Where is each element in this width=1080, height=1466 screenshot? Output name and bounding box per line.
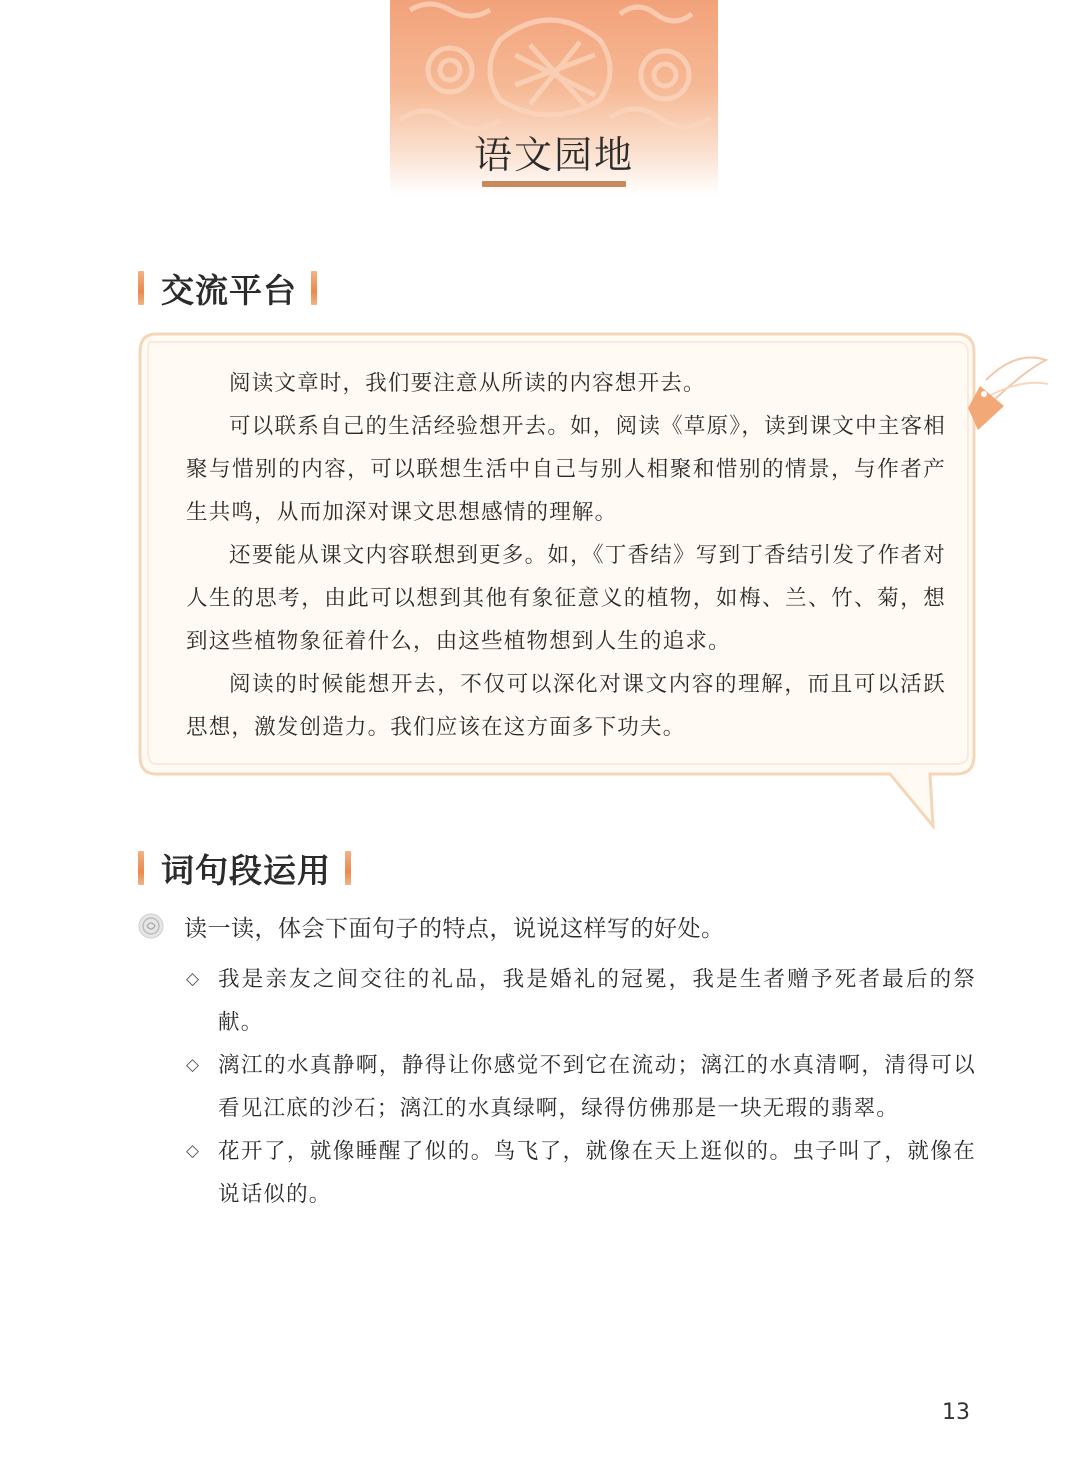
heading-bar-right <box>311 271 317 305</box>
heading-bar-right <box>345 851 351 885</box>
circle-swirl-icon <box>138 913 164 939</box>
bubble-paragraph: 可以联系自己的生活经验想开去。如，阅读《草原》，读到课文中主客相聚与惜别的内容，可以联想生活中自己与别人相聚和惜别的情景，与作者产生共鸣，从而加深对课文思想感情的理解。 <box>186 414 946 525</box>
bubble-paragraph: 还要能从课文内容联想到更多。如，《丁香结》写到丁香结引发了作者对人生的思考，由此可以想到其他有象征意义的植物，如梅、兰、竹、菊，想到这些植物象征着什么，由这些植物想到人生的追求。 <box>186 543 946 654</box>
chapter-banner <box>390 0 718 195</box>
list-item <box>186 958 976 1044</box>
heading-bar-left <box>138 851 144 885</box>
exercise-instruction <box>138 904 1038 948</box>
heading-bar-left <box>138 271 144 305</box>
item-text: 我是亲友之间交往的礼品，我是婚礼的冠冕，我是生者赠予死者最后的祭献。 <box>218 967 976 1035</box>
bubble-paragraph: 阅读文章时，我们要注意从所读的内容想开去。 <box>229 371 706 396</box>
item-text: 漓江的水真静啊，静得让你感觉不到它在流动；漓江的水真清啊，清得可以看见江底的沙石；漓江的水真绿啊，绿得仿佛那是一块无瑕的翡翠。 <box>218 1053 976 1121</box>
list-item <box>186 1044 976 1130</box>
list-item <box>186 1130 976 1216</box>
title-underline <box>482 181 626 187</box>
section-heading-exchange <box>138 268 317 308</box>
speech-bubble <box>138 332 1058 832</box>
page-number: 13 <box>942 1400 970 1425</box>
hanging-tag-icon <box>968 358 1048 431</box>
bubble-text <box>186 362 946 749</box>
exercise-items <box>186 958 976 1216</box>
bubble-paragraph: 阅读的时候能想开去，不仅可以深化对课文内容的理解，而且可以活跃思想，激发创造力。我们应该在这方面多下功夫。 <box>186 672 946 740</box>
section-heading-usage <box>138 848 351 888</box>
instruction-text: 读一读，体会下面句子的特点，说说这样写的好处。 <box>184 915 725 942</box>
section-heading-text: 交流平台 <box>161 270 297 310</box>
item-text: 花开了，就像睡醒了似的。鸟飞了，就像在天上逛似的。虫子叫了，就像在说话似的。 <box>218 1139 976 1207</box>
diamond-bullet-icon: ◇ <box>186 1055 201 1075</box>
chapter-title: 语文园地 <box>473 133 634 177</box>
section-heading-text: 词句段运用 <box>161 850 331 890</box>
diamond-bullet-icon: ◇ <box>186 1141 201 1161</box>
diamond-bullet-icon: ◇ <box>186 969 201 989</box>
